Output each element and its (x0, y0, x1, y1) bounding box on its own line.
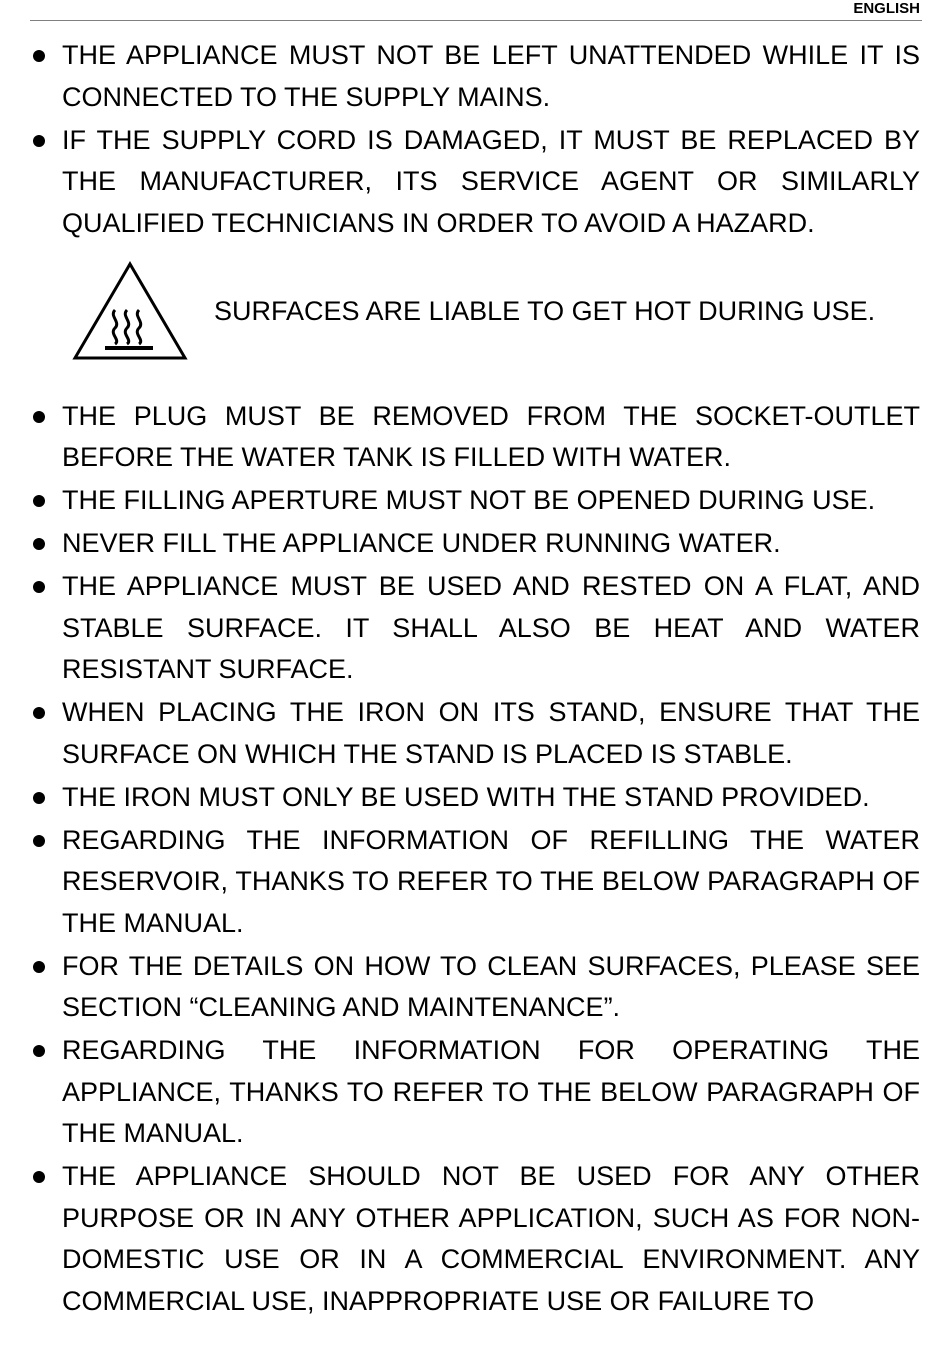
safety-instructions (30, 35, 920, 1324)
list-item (30, 523, 920, 565)
list-item-text: WHEN PLACING THE IRON ON ITS STAND, ENSURE THAT THE SURFACE ON WHICH THE STAND IS PLACED IS STABLE. (62, 697, 920, 769)
list-item-text: FOR THE DETAILS ON HOW TO CLEAN SURFACES, PLEASE SEE SECTION “CLEANING AND MAINTENANCE”. (62, 950, 920, 1022)
bullet-icon (33, 1171, 45, 1183)
hot-surface-warning (30, 246, 920, 396)
list-item-text: THE IRON MUST ONLY BE USED WITH THE STAND PROVIDED. (62, 781, 870, 812)
bullet-icon (33, 835, 45, 847)
list-item (30, 946, 920, 1029)
list-item-text: REGARDING THE INFORMATION OF REFILLING THE WATER RESERVOIR, THANKS TO REFER TO THE BELOW PARAGRAPH OF THE MANUAL. (62, 824, 920, 938)
bullet-icon (33, 707, 45, 719)
bullet-icon (33, 50, 45, 62)
list-item-text: REGARDING THE INFORMATION FOR OPERATING THE APPLIANCE, THANKS TO REFER TO THE BELOW PARAGRAPH OF THE MANUAL. (62, 1035, 920, 1148)
list-item-text: THE APPLIANCE SHOULD NOT BE USED FOR ANY OTHER PURPOSE OR IN ANY OTHER APPLICATION, SUCH AS FOR NON-DOMESTIC USE OR IN A COMMERCIAL ENVIRONMENT. ANY COMMERCIAL USE, INAPPROPRIATE USE OR FAILURE TO (62, 1161, 920, 1316)
header-divider (30, 20, 922, 21)
bullet-icon (33, 581, 45, 593)
list-item (30, 35, 920, 118)
bullet-icon (33, 1045, 45, 1057)
list-item-text: THE PLUG MUST BE REMOVED FROM THE SOCKET-OUTLET BEFORE THE WATER TANK IS FILLED WITH WATER. (62, 400, 920, 472)
list-item-text: THE FILLING APERTURE MUST NOT BE OPENED DURING USE. (62, 485, 876, 515)
bullet-icon (33, 961, 45, 973)
bullet-icon (33, 411, 45, 423)
list-item (30, 1030, 920, 1155)
list-item-text: IF THE SUPPLY CORD IS DAMAGED, IT MUST BE REPLACED BY THE MANUFACTURER, ITS SERVICE AGENT OR SIMILARLY QUALIFIED TECHNICIANS IN ORDER TO AVOID A HAZARD. (62, 124, 920, 238)
hot-surface-warning-icon (71, 260, 189, 362)
list-item (30, 1156, 920, 1322)
bullet-icon (33, 538, 45, 550)
list-item-text: THE APPLIANCE MUST BE USED AND RESTED ON A FLAT, AND STABLE SURFACE. IT SHALL ALSO BE HEAT AND WATER RESISTANT SURFACE. (62, 571, 920, 684)
warning-text: SURFACES ARE LIABLE TO GET HOT DURING USE. (214, 295, 876, 326)
bullet-icon (33, 495, 45, 507)
list-item (30, 120, 920, 245)
page-language-label: ENGLISH (853, 0, 920, 17)
list-item-text: THE APPLIANCE MUST NOT BE LEFT UNATTENDED WHILE IT IS CONNECTED TO THE SUPPLY MAINS. (62, 40, 920, 112)
bullet-icon (33, 792, 45, 804)
list-item (30, 777, 920, 819)
bullet-icon (33, 135, 45, 147)
list-item-text: NEVER FILL THE APPLIANCE UNDER RUNNING WATER. (62, 528, 781, 558)
list-item (30, 820, 920, 945)
list-item (30, 396, 920, 479)
list-item (30, 692, 920, 775)
list-item (30, 480, 920, 522)
list-item (30, 566, 920, 691)
